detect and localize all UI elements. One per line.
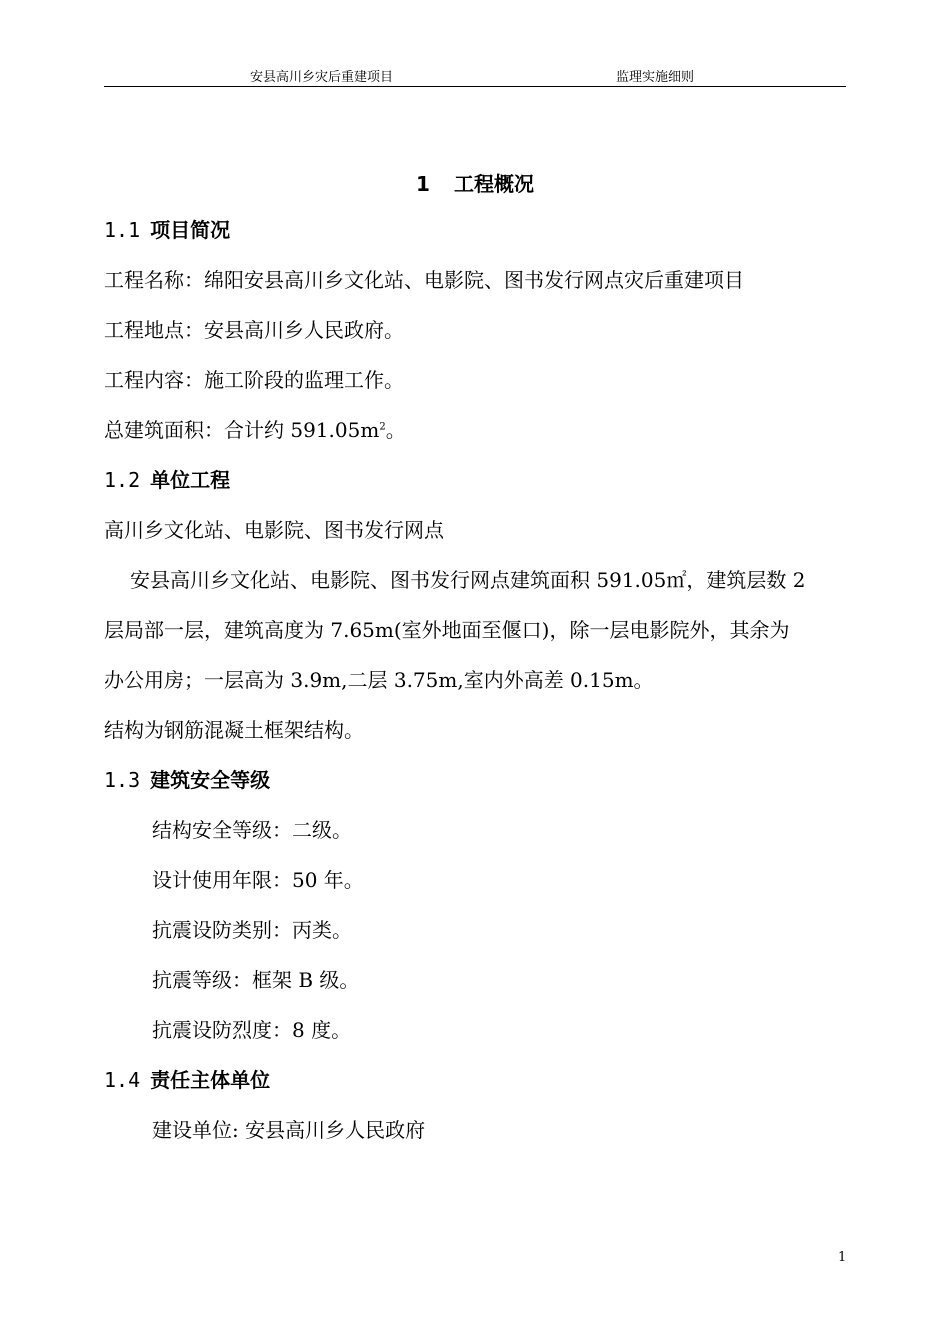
header-document-type: 监理实施细则 bbox=[616, 70, 695, 85]
chapter-title bbox=[0, 168, 950, 197]
section-title: 单位工程 bbox=[150, 468, 231, 492]
chapter-title-text: 工程概况 bbox=[453, 172, 534, 196]
seismic-intensity-line: 抗震设防烈度：8 度。 bbox=[152, 1018, 352, 1042]
section-number: 1.4 bbox=[104, 1068, 141, 1092]
seismic-grade-line: 抗震等级：框架 B 级。 bbox=[152, 968, 360, 992]
section-title: 建筑安全等级 bbox=[150, 768, 271, 792]
chapter-number: 1 bbox=[416, 172, 430, 196]
unit-name-line: 高川乡文化站、电影院、图书发行网点 bbox=[104, 518, 444, 542]
section-heading-1-1 bbox=[104, 216, 230, 244]
project-location-line: 工程地点：安县高川乡人民政府。 bbox=[104, 318, 404, 342]
section-number: 1.3 bbox=[104, 768, 141, 792]
section-title: 责任主体单位 bbox=[150, 1068, 271, 1092]
section-number: 1.1 bbox=[104, 218, 141, 242]
page-number: 1 bbox=[838, 1250, 847, 1265]
project-name-line: 工程名称：绵阳安县高川乡文化站、电影院、图书发行网点灾后重建项目 bbox=[104, 268, 744, 292]
section-heading-1-2 bbox=[104, 466, 230, 494]
page-header bbox=[104, 66, 846, 87]
project-content-line: 工程内容：施工阶段的监理工作。 bbox=[104, 368, 404, 392]
area-text: 总建筑面积：合计约 591.05m bbox=[104, 418, 380, 442]
section-heading-1-4 bbox=[104, 1066, 270, 1094]
design-life-line: 设计使用年限：50 年。 bbox=[152, 868, 364, 892]
builder-line: 建设单位: 安县高川乡人民政府 bbox=[152, 1118, 426, 1142]
area-end: 。 bbox=[385, 418, 406, 442]
area-superscript: 2 bbox=[379, 421, 386, 433]
project-area-line bbox=[104, 416, 406, 444]
safety-level-line: 结构安全等级：二级。 bbox=[152, 818, 352, 842]
header-project-title: 安县高川乡灾后重建项目 bbox=[250, 70, 394, 85]
unit-desc-line-2: 层局部一层，建筑高度为 7.65m(室外地面至偃口)，除一层电影院外，其余为 bbox=[104, 618, 790, 642]
section-heading-1-3 bbox=[104, 766, 270, 794]
unit-desc-line-3: 办公用房；一层高为 3.9m,二层 3.75m,室内外高差 0.15m。 bbox=[104, 668, 654, 692]
unit-desc-line-1: 安县高川乡文化站、电影院、图书发行网点建筑面积 591.05㎡，建筑层数 2 bbox=[130, 568, 806, 592]
section-title: 项目简况 bbox=[150, 218, 231, 242]
seismic-class-line: 抗震设防类别：丙类。 bbox=[152, 918, 352, 942]
section-number: 1.2 bbox=[104, 468, 141, 492]
structure-line: 结构为钢筋混凝土框架结构。 bbox=[104, 718, 364, 742]
